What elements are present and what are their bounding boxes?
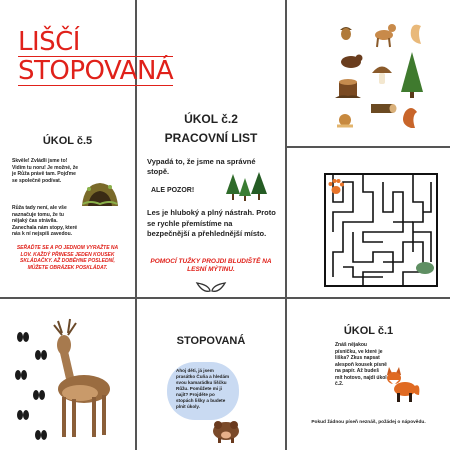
task5-instruction: SEŘAĎTE SE A PO JEDNOM VYRAŽTE NA LOV. KAŽDÝ PŘINESE JEDEN KOUSEK SKLÁDAČKY. AŽ DOBĚHNE POSLEDNÍ, MŮŽETE OBRÁZEK POSKLÁDAT. (16, 245, 119, 271)
task1-heading: ÚKOL č.1 (343, 325, 394, 337)
mushroom-icon (371, 62, 393, 86)
task1-hint: Pokud žádnou píseň neznáš, požádej o nápovědu. (311, 420, 426, 425)
task1-text: Znáš nějakou písničku, ve které je liška? Zkus napsat alespoň kousek písně na papír. Až budeš mít hotovo, najdi úkol č.2. (335, 342, 387, 387)
burrow-icon (80, 180, 120, 208)
task2-paragraph1: Vypadá to, že jsme na správné stopě. (147, 157, 256, 177)
task2-heading (137, 110, 285, 147)
stopovana-panel (137, 299, 285, 450)
task5-panel (0, 125, 135, 295)
deer-icon (371, 20, 399, 48)
squirrel-icon (401, 106, 421, 130)
speech-bubble (167, 362, 239, 420)
boar-icon (209, 415, 243, 443)
task2-heading-line1: ÚKOL č.2 (184, 112, 238, 126)
task2-paragraph2: Les je hluboký a plný nástrah. Proto se rychle přemístíme na bezpečnější a přehlednější místo. (147, 208, 276, 238)
cover-title-line1: LIŠČÍ (18, 28, 173, 57)
paw-icon (327, 178, 345, 196)
deer-icon (40, 317, 112, 445)
task5-intro: Skvěle! Zvládli jsme to! Vidím tu noru! Je možné, že je Růža právě tam. Pojďme se společně podívat. (12, 158, 79, 184)
task2-panel (137, 0, 285, 297)
task2-instruction: POMOCÍ TUŽKY PROJDI BLUDIŠTĚ NA LESNÍ MÝTINU. (150, 258, 272, 274)
tree-icon (400, 52, 424, 98)
log-icon (367, 100, 397, 116)
bush-icon (415, 258, 435, 274)
fox-icon (379, 361, 421, 403)
task2-heading-line2: PRACOVNÍ LIST (164, 130, 258, 145)
deer-panel (0, 299, 135, 450)
task1-panel (287, 299, 450, 450)
task5-heading: ÚKOL č.5 (42, 135, 93, 147)
stopovana-heading: STOPOVANÁ (176, 335, 246, 347)
task5-text: Růža tady není, ale vše naznačuje tomu, že tu nějaký čas strávila. Zanechala nám stopy, které nás k ní nejspíš zavedou. (12, 205, 78, 237)
animals-panel (287, 0, 450, 146)
owl-mask-icon (195, 281, 227, 295)
cover-title-line2: STOPOVANÁ (18, 56, 174, 87)
bear-icon (339, 52, 363, 70)
snail-icon (335, 112, 355, 128)
tree-icon (223, 172, 273, 202)
squirrel-icon (407, 22, 427, 46)
task2-alert: ALE POZOR! (151, 187, 195, 194)
stump-icon (335, 78, 361, 100)
speech-bubble-text: Ahoj děti, já jsem prasátko Čuňa a hledám svou kamarádku liščku Růžu. Pomůžete mi ji najít? Projděte po stopách lišky a budete plnit úkoly. (176, 368, 230, 409)
maze-panel (287, 148, 450, 297)
tracks-icon (10, 329, 50, 445)
acorn-icon (339, 24, 353, 40)
